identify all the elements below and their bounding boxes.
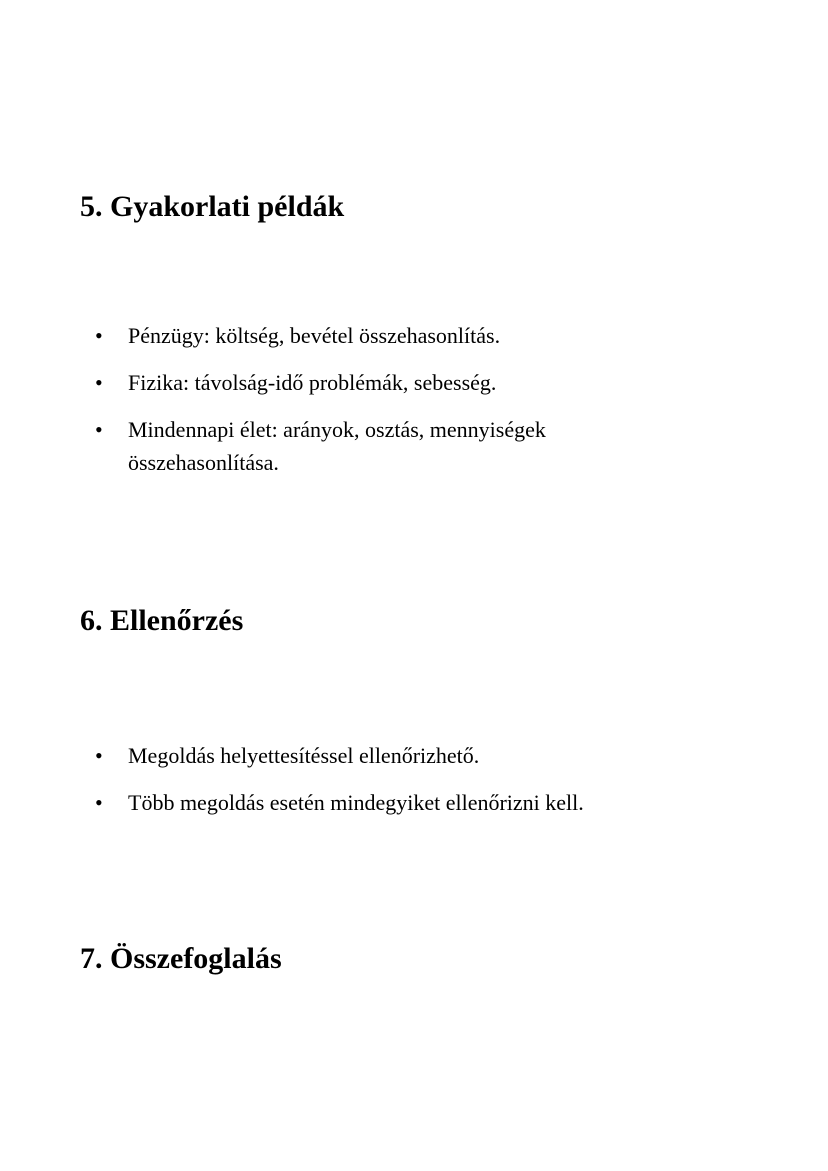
bullet-icon: • [95, 743, 103, 768]
bullet-icon: • [95, 417, 103, 442]
bullet-list-gyakorlati-peldak [95, 319, 685, 493]
bullet-list-ellenorzes [95, 739, 685, 833]
bullet-icon: • [95, 370, 103, 395]
list-item [95, 319, 685, 352]
bullet-text: Fizika: távolság-idő problémák, sebesség. [128, 370, 497, 395]
list-item [95, 413, 685, 479]
section-heading-ellenorzes: 6. Ellenőrzés [80, 604, 244, 637]
bullet-icon: • [95, 323, 103, 348]
bullet-icon: • [95, 790, 103, 815]
bullet-text: Mindennapi élet: arányok, osztás, mennyiségek összehasonlítása. [128, 417, 546, 475]
section-heading-osszefoglalas: 7. Összefoglalás [80, 942, 282, 975]
list-item [95, 739, 685, 772]
bullet-text: Megoldás helyettesítéssel ellenőrizhető. [128, 743, 480, 768]
bullet-text: Több megoldás esetén mindegyiket ellenőrizni kell. [128, 790, 584, 815]
list-item [95, 366, 685, 399]
list-item [95, 786, 685, 819]
bullet-text: Pénzügy: költség, bevétel összehasonlítás. [128, 323, 501, 348]
section-heading-gyakorlati-peldak: 5. Gyakorlati példák [80, 190, 345, 223]
